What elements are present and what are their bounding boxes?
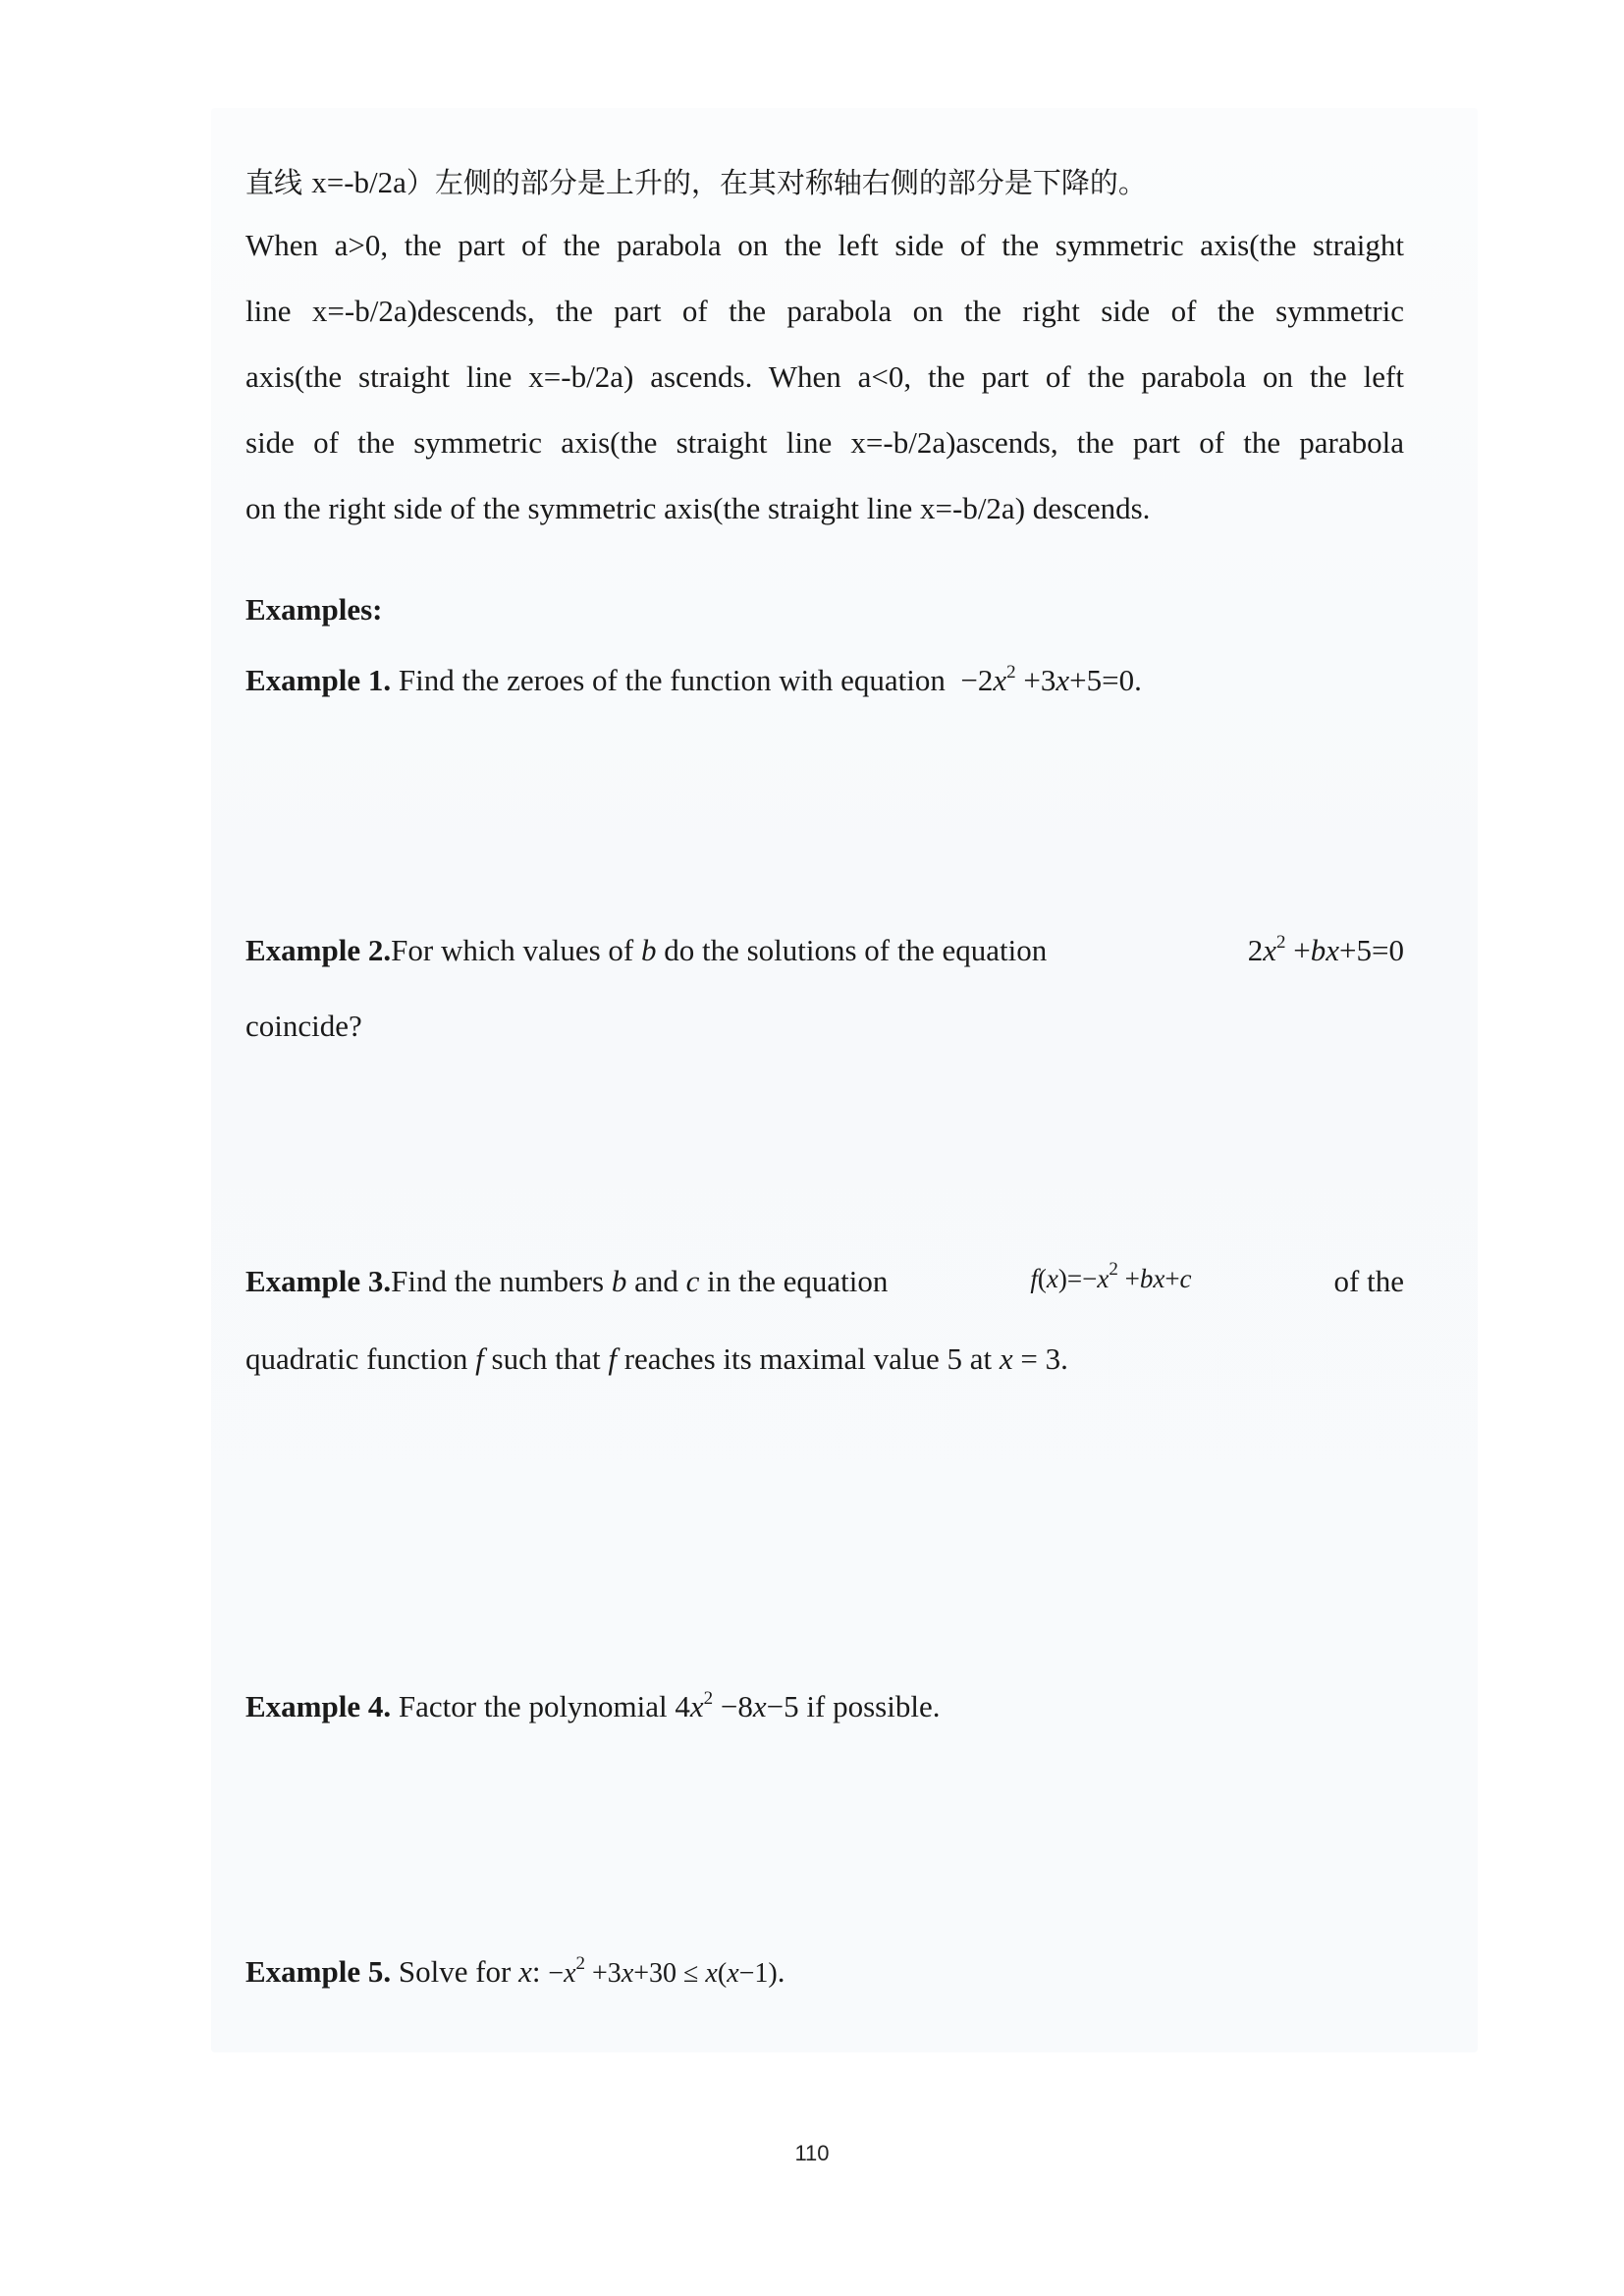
example-5-label: Example 5. — [245, 1954, 392, 1989]
example-3-label: Example 3. — [245, 1264, 392, 1298]
example-5-after: . — [777, 1954, 785, 1989]
example-4-after: if possible. — [798, 1689, 941, 1723]
example-1 — [245, 663, 1404, 698]
example-5 — [245, 1954, 1404, 1990]
example-1-equation: $-2x^2 +3x+5=0$ — [952, 662, 1135, 697]
example-2-equation: $2x^2 +bx+5=0$ — [1247, 932, 1404, 967]
examples-heading-text: Examples: — [245, 592, 383, 627]
intro-line-4: side of the symmetric axis(the straight line x=-b/2a)ascends, the part of the parabola — [245, 425, 1404, 460]
example-3-after: of the — [1333, 1264, 1404, 1298]
example-5-text: Solve for x: — [391, 1954, 549, 1989]
intro-line-3: axis(the straight line x=-b/2a) ascends. When a<0, the part of the parabola on the left — [245, 359, 1404, 394]
example-3-line-1 — [245, 1259, 1404, 1299]
example-2-line-2: coincide? — [245, 1009, 362, 1043]
example-2-text: For which values of b do the solutions of the equation — [391, 933, 1048, 967]
intro-chinese-line — [245, 161, 1404, 201]
example-2-line-1 — [245, 933, 1404, 968]
scan-background — [211, 108, 1478, 2052]
example-4-equation: $4x^2 -8x-5$ — [675, 1688, 799, 1723]
intro-chinese-math: x=-b/2a — [311, 165, 406, 199]
intro-line-2: line x=-b/2a)descends, the part of the parabola on the right side of the symmetric — [245, 294, 1404, 328]
example-3-text: Find the numbers b and c in the equation — [391, 1264, 889, 1298]
intro-line-1: When a>0, the part of the parabola on the left side of the symmetric axis(the straight — [245, 228, 1404, 262]
intro-line-5: on the right side of the symmetric axis(the straight line x=-b/2a) descends. — [245, 491, 1151, 525]
example-4-label: Example 4. — [245, 1689, 392, 1723]
intro-chinese-prefix: 直线 — [245, 166, 312, 199]
example-1-period: . — [1134, 663, 1142, 697]
example-3-equation: $f(x)=-x^2 +bx+c$ — [1030, 1259, 1192, 1293]
example-3-text-2: quadratic function f such that f reaches its maximal value 5 at x = 3. — [245, 1341, 1068, 1376]
intro-chinese-suffix: ）左侧的部分是上升的，在其对称轴右侧的部分是下降的。 — [406, 166, 1147, 199]
example-5-equation: $-x^2 +3x+30 \le x(x-1)$ — [548, 1953, 778, 1989]
example-4 — [245, 1689, 1404, 1724]
examples-heading — [245, 592, 1404, 628]
example-4-text: Factor the polynomial — [391, 1689, 676, 1723]
page-number: 110 — [794, 2141, 830, 2165]
example-2-label: Example 2. — [245, 933, 392, 967]
example-3-line-2 — [245, 1341, 1404, 1377]
example-1-label: Example 1. — [245, 663, 392, 697]
example-1-text: Find the zeroes of the function with equation — [391, 663, 953, 697]
